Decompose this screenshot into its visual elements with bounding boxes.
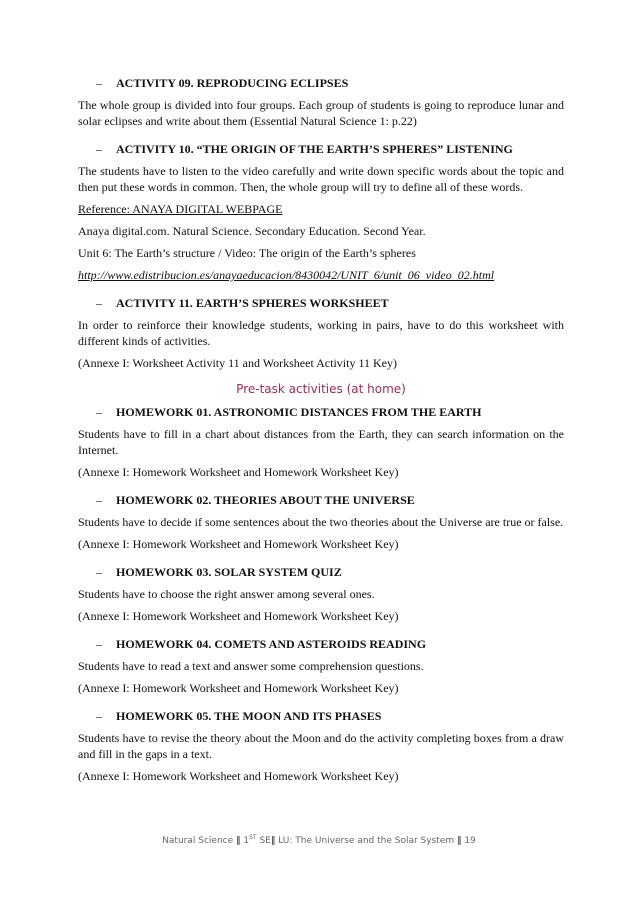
footer-level-suffix: ST [249,834,257,841]
activity-09-description: The whole group is divided into four groups. Each group of students is going to reproduce lunar and solar eclipses and write about them (Essential Natural Science 1: p.22) [78,98,564,128]
homework-04-heading [78,637,564,652]
section-title: Pre-task activities (at home) [236,382,406,396]
list-dash: – [96,709,102,723]
activity-11-title: ACTIVITY 11. EARTH’S SPHERES WORKSHEET [116,296,389,310]
reference-unit: Unit 6: The Earth’s structure / Video: The origin of the Earth’s spheres [78,246,416,260]
activity-11-description: In order to reinforce their knowledge students, working in pairs, have to do this worksheet with different kinds of activities. [78,318,564,348]
homework-01-title: HOMEWORK 01. ASTRONOMIC DISTANCES FROM THE EARTH [116,405,482,419]
footer-subject: Natural Science [162,836,234,846]
homework-05-description: Students have to revise the theory about the Moon and do the activity completing boxes from a draw and fill in the gaps in a text. [78,731,564,761]
homework-01-description: Students have to fill in a chart about distances from the Earth, they can search information on the Internet. [78,427,564,457]
footer-unit: LU: The Universe and the Solar System [275,836,457,846]
activity-10-title: ACTIVITY 10. “THE ORIGIN OF THE EARTH’S SPHERES” LISTENING [116,142,513,156]
homework-05-annex: (Annexe I: Homework Worksheet and Homework Worksheet Key) [78,769,399,783]
list-dash: – [96,637,102,651]
homework-02-title: HOMEWORK 02. THEORIES ABOUT THE UNIVERSE [116,493,415,507]
page-number: 19 [461,836,476,846]
activity-11-annex: (Annexe I: Worksheet Activity 11 and Worksheet Activity 11 Key) [78,356,398,370]
homework-05-title: HOMEWORK 05. THE MOON AND ITS PHASES [116,709,382,723]
activity-09-title: ACTIVITY 09. REPRODUCING ECLIPSES [116,76,349,90]
activity-10-heading [78,142,564,157]
list-dash: – [96,493,102,507]
list-dash: – [96,76,102,90]
list-dash: – [96,142,102,156]
reference-label: Reference: ANAYA DIGITAL WEBPAGE [78,202,283,216]
footer-separator: ‖ [270,836,276,846]
homework-04-title: HOMEWORK 04. COMETS AND ASTEROIDS READING [116,637,427,651]
homework-05-heading [78,709,564,724]
page-footer [0,834,638,846]
homework-02-heading [78,493,564,508]
activity-09-heading [78,76,564,91]
document-page [78,76,564,790]
homework-03-annex: (Annexe I: Homework Worksheet and Homework Worksheet Key) [78,609,399,623]
reference-link[interactable]: http://www.edistribucion.es/anayaeducacion/8430042/UNIT_6/unit_06_video_02.html [78,268,495,282]
homework-01-annex: (Annexe I: Homework Worksheet and Homework Worksheet Key) [78,465,399,479]
homework-03-heading [78,565,564,580]
homework-03-description: Students have to choose the right answer among several ones. [78,587,375,601]
homework-03-title: HOMEWORK 03. SOLAR SYSTEM QUIZ [116,565,342,579]
footer-level-number: 1 [243,836,250,846]
homework-02-annex: (Annexe I: Homework Worksheet and Homework Worksheet Key) [78,537,399,551]
list-dash: – [96,405,102,419]
homework-04-annex: (Annexe I: Homework Worksheet and Homework Worksheet Key) [78,681,399,695]
activity-10-description: The students have to listen to the video carefully and write down specific words about the topic and then put these words in common. Then, the whole group will try to define all of these words. [78,164,564,194]
list-dash: – [96,296,102,310]
footer-separator: ‖ [236,836,241,846]
homework-02-description: Students have to decide if some sentences about the two theories about the Universe are true or false. [78,515,564,529]
reference-source: Anaya digital.com. Natural Science. Secondary Education. Second Year. [78,224,426,238]
homework-04-description: Students have to read a text and answer some comprehension questions. [78,659,424,673]
footer-level-stage: SE [256,836,271,846]
list-dash: – [96,565,102,579]
footer-separator: ‖ [456,836,462,846]
activity-11-heading [78,296,564,311]
homework-01-heading [78,405,564,420]
